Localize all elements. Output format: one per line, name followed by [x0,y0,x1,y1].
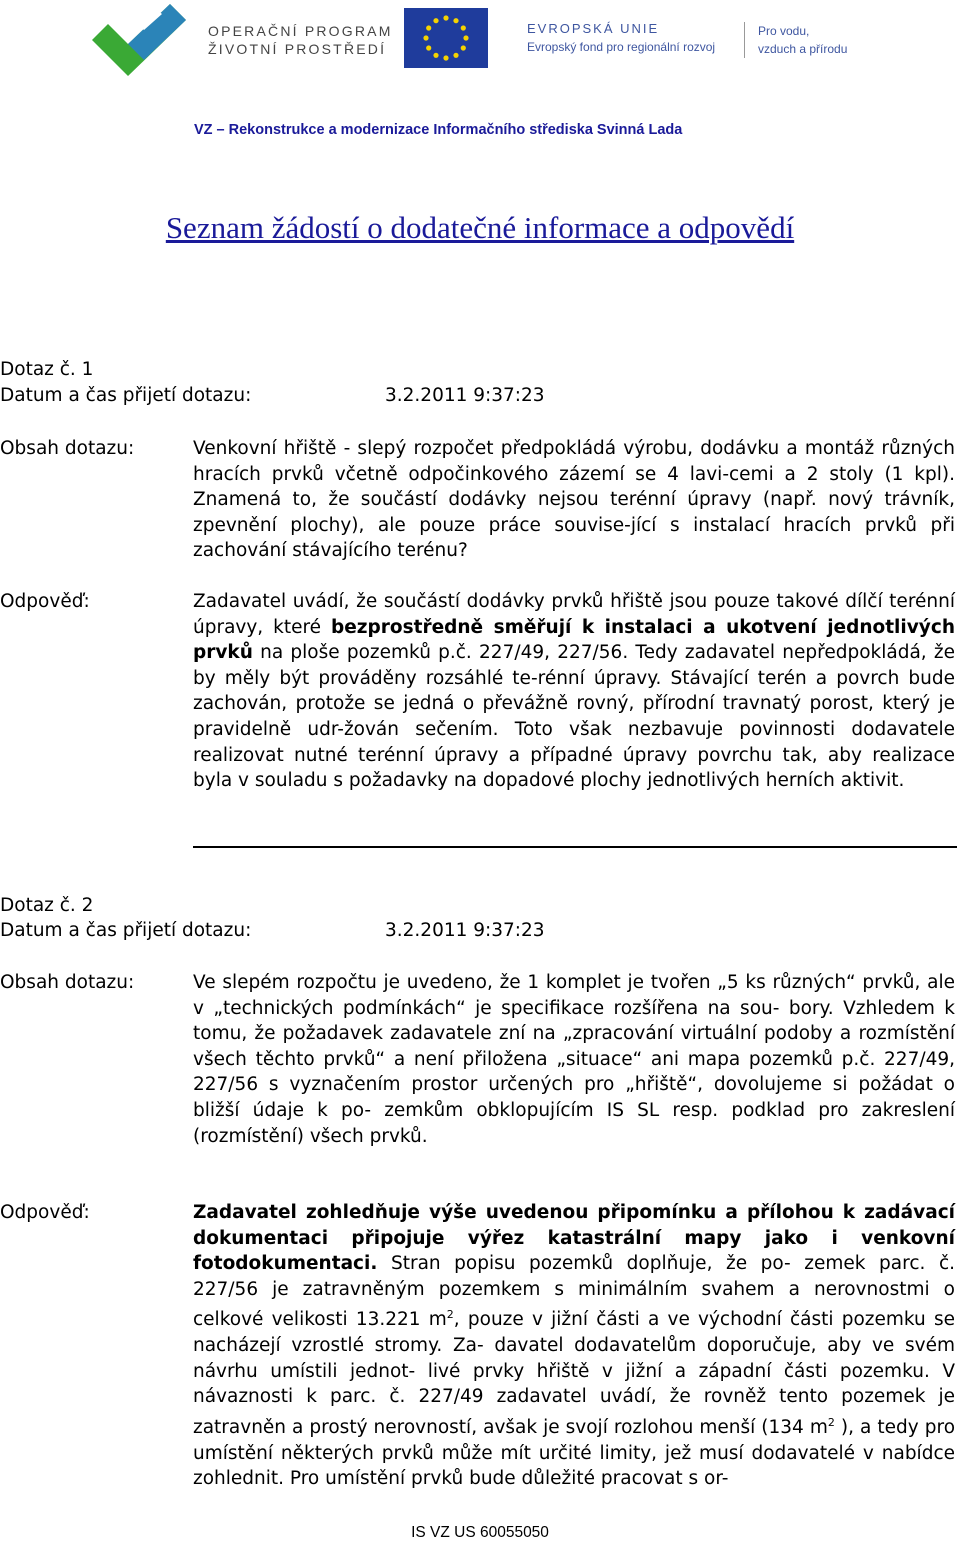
q2-question-text: Ve slepém rozpočtu je uvedeno, že 1 komplet je tvořen „5 ks různých“ prvků, ale v „technických podmínkách“ je specifikace rozšířena na sou- bory. Vzhledem k tomu, že požadavek zadavatele zní na „zpracování virtuální podoby a rozmístění všech těchto prvků“ a není přiložena „situace“ ani mapa pozemků p.č. 227/49, 227/56 s vyznačením prostor určených pro „hřiště“, dovolujeme si požádat o bližší údaje k po- zemkům obklopujícím IS SL resp. podklad pro zakreslení (rozmístění) všech prvků. [193,972,955,1147]
q2-datetime-label: Datum a čas přijetí dotazu: [0,920,252,941]
section-divider [193,846,957,848]
q2-number: Dotaz č. 2 [0,895,94,916]
slogan-line-2: vzduch a přírodu [758,42,848,56]
eu-line-1: EVROPSKÁ UNIE [527,21,660,36]
op-line-2: ŽIVOTNÍ PROSTŘEDÍ [208,41,387,57]
header-divider [744,22,745,58]
q2-answer-label: Odpověď: [0,1202,90,1223]
eu-flag-icon [404,8,488,68]
q2-question-label: Obsah dotazu: [0,972,135,993]
page-heading: Seznam žádostí o dodatečné informace a odpovědí [165,210,795,245]
q1-answer-part-4: žován sečením. Toto však nezbavuje povinnosti dodavatele realizovat nutné terénní úpravy a případné úpravy povrchu tak, aby realizace byla v souladu s požadavky na dopadové plochy jednotlivých herních aktivit. [193,718,956,792]
page-footer: IS VZ US 60055050 [411,1524,549,1541]
slogan [758,22,847,58]
q2-answer-text [193,1200,955,1492]
q1-datetime-label: Datum a čas přijetí dotazu: [0,385,252,406]
eu-line-2: Evropský fond pro regionální rozvoj [527,40,716,54]
q1-question-part-1: Venkovní hřiště - slepý rozpočet předpokládá výrobu, dodávku a montáž různých hracích prvků včetně odpočinkového zázemí se 4 lavi- [193,438,955,485]
q1-answer-label: Odpověď: [0,591,90,612]
op-program-name [208,22,393,58]
q1-question-part-2: cemi a 2 stoly (1 kpl). Znamená to, že součástí dodávky nejsou terénní úpravy (např. nový trávník, zpevnění plochy), ale pouze práce souvise- [193,463,955,536]
q1-datetime: 3.2.2011 9:37:23 [385,385,545,406]
q1-answer-part-2: na ploše pozemků p.č. 227/49, 227/56. Tedy zadavatel nepředpokládá, že by měly být prováděny rozsáhlé te- [193,642,955,689]
q1-answer-part-1: Zadavatel uvádí, že součástí dodávky prvků hřiště jsou pouze takové dílčí terénní úpravy, které [193,591,955,638]
q1-question-part-3: jící s instalací hracích prvků při zachování stávajícího terénu? [193,514,956,562]
q2-sup-1: 2 [446,1308,454,1322]
q1-question-label: Obsah dotazu: [0,438,135,459]
q2-answer-bold: Zadavatel zohledňuje výše uvedenou připomínku a přílohou k zadávací dokumentaci připojuje výřez katastrální mapy jako i venkovní fotodokumentaci. [193,1202,955,1275]
q1-answer-text [193,589,955,794]
eu-label [527,20,715,56]
q1-question-text [193,436,955,564]
q1-answer-bold: bezprostředně směřují k instalaci a ukotvení jednotlivých prvků [193,616,955,664]
opzp-logo-icon [92,4,192,76]
op-line-1: OPERAČNÍ PROGRAM [208,23,393,39]
q2-datetime: 3.2.2011 9:37:23 [385,920,545,941]
q2-sup-2: 2 [827,1415,835,1429]
q1-answer-part-3: rénní úpravy. Stávající terén a povrch bude zachován, protože se jedná o převážně rovný, přírodní travnatý porost, který je pravidelně udr- [193,667,955,740]
q1-number: Dotaz č. 1 [0,359,94,380]
q2-answer-part-2: , pouze v jižní části a ve východní části pozemku se nacházejí vzrostlé stromy. Za- davatel dodavatelům doporučuje, aby ve svém návrhu umístili jednot- livé prvky hřiště v jižní a západní části pozemku. V návaznosti k parc. č. 227/49 zadavatel uvádí, že rovněž tento pozemek je zatravněn a prostý nerovností, avšak je svojí rozlohou menší (134 m [193,1309,955,1439]
slogan-line-1: Pro vodu, [758,24,810,38]
document-title: VZ – Rekonstrukce a modernizace Informačního střediska Svinná Lada [194,122,683,138]
q2-answer-part-3: ), a tedy pro umístění některých prvků může mít určité limity, jež musí dodavatelé v nabídce zohlednit. Pro umístění prvků bude důležité pracovat s or- [193,1417,956,1490]
q2-answer-part-1: Stran popisu pozemků doplňuje, že po- zemek parc. č. 227/56 je zatravněným pozemkem s minimálním svahem a nerovnostmi o celkové velikosti 13.221 m [193,1253,955,1331]
